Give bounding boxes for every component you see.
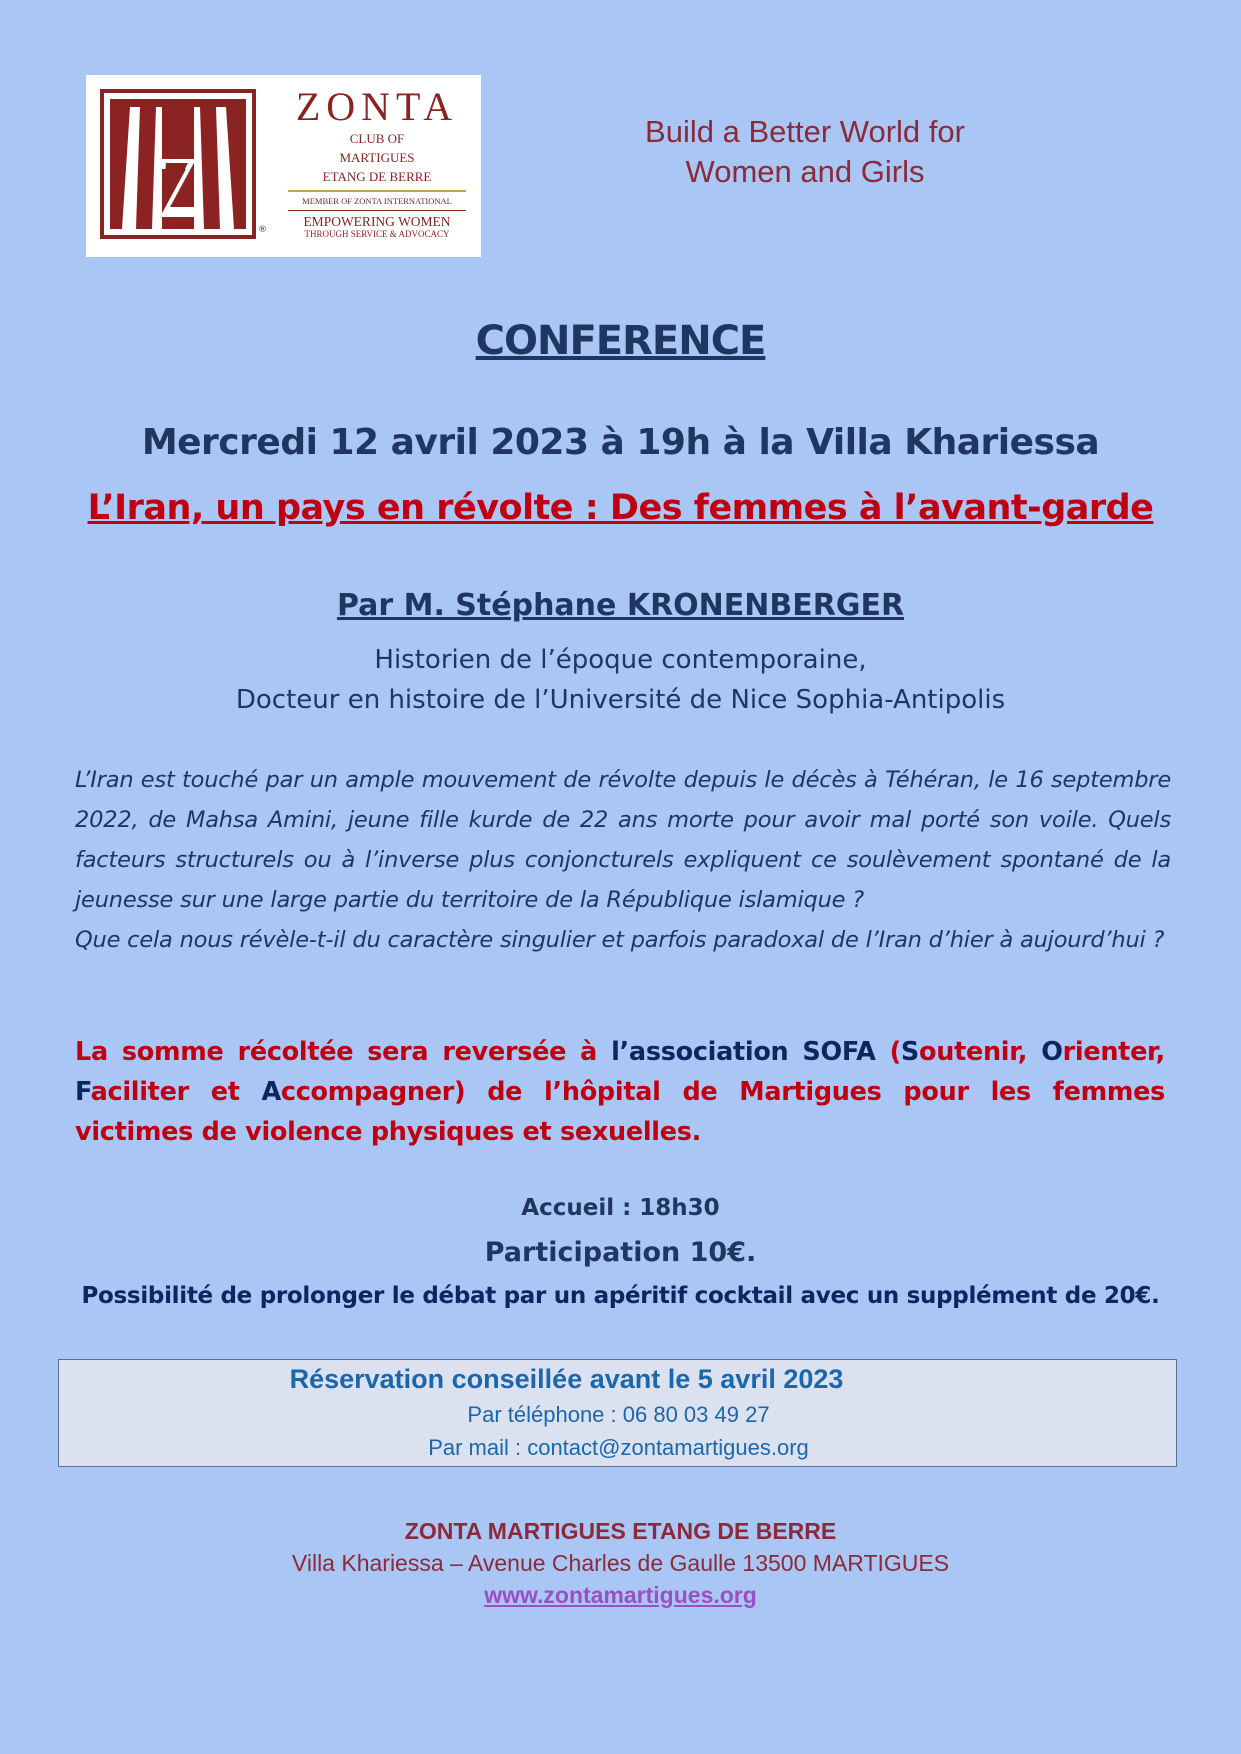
logo-name: ZONTA (295, 84, 459, 129)
logo-empowering: EMPOWERING WOMEN (303, 214, 451, 229)
footer-website-link[interactable]: www.zontamartigues.org (484, 1582, 757, 1608)
zonta-emblem-icon (100, 89, 256, 239)
donation-association: l’association SOFA (611, 1037, 876, 1067)
conference-heading: CONFERENCE (475, 318, 766, 364)
speaker-name: Par M. Stéphane KRONENBERGER (336, 588, 905, 623)
donation-accompagner: ccompagner) de l’hôpital de Martigues pour les femmes victimes de violence physiques et sexuelles. (75, 1077, 1165, 1147)
description (75, 760, 1171, 960)
donation-orienter: rienter, (1062, 1037, 1165, 1067)
acronym-s: S (900, 1037, 919, 1067)
logo-club-line1: CLUB OF (349, 131, 405, 146)
acronym-a: A (261, 1077, 281, 1107)
logo-member-line: MEMBER OF ZONTA INTERNATIONAL (302, 196, 452, 206)
zonta-logo (86, 75, 481, 257)
accueil-time: Accueil : 18h30 (521, 1195, 720, 1221)
motto-line2: Women and Girls (685, 154, 925, 189)
participation-price: Participation 10€. (484, 1237, 757, 1268)
logo-divider (288, 190, 466, 192)
donation-part1: La somme récoltée sera reversée à (75, 1037, 612, 1067)
description-paragraph1: L’Iran est touché par un ample mouvement de révolte depuis le décès à Téhéran, le 16 septembre 2022, de Mahsa Amini, jeune fille kurde de 22 ans morte pour avoir mal porté son voile. Quels facteurs structurels ou à l’inverse plus conjoncturels expliquent ce soulèvement spontané de la jeunesse sur une large partie du territoire de la République islamique ? (75, 767, 1171, 913)
acronym-f: F (75, 1077, 91, 1107)
footer-address: Villa Khariessa – Avenue Charles de Gaulle 13500 MARTIGUES (291, 1550, 950, 1576)
description-paragraph2: Que cela nous révèle-t-il du caractère singulier et parfois paradoxal de l’Iran d’hier à aujourd’hui ? (75, 927, 1165, 953)
reservation-title: Réservation conseillée avant le 5 avril 2023 (289, 1364, 844, 1394)
donation-faciliter: aciliter et (90, 1077, 262, 1107)
logo-through: THROUGH SERVICE & ADVOCACY (304, 229, 450, 239)
donation-notice (75, 1032, 1165, 1152)
logo-divider-thin (288, 210, 466, 211)
donation-paren: ( (875, 1037, 901, 1067)
reservation-box (58, 1359, 1177, 1467)
donation-text (75, 1032, 1165, 1152)
reservation-mail: Par mail : contact@zontamartigues.org (428, 1435, 809, 1460)
registered-mark: ® (258, 225, 267, 235)
event-title: L’Iran, un pays en révolte : Des femmes à l’avant-garde (87, 488, 1154, 528)
logo-club-line2: MARTIGUES (339, 150, 415, 165)
reservation-phone: Par téléphone : 06 80 03 49 27 (467, 1402, 770, 1427)
acronym-o: O (1041, 1037, 1063, 1067)
aperitif-note: Possibilité de prolonger le débat par un apéritif cocktail avec un supplément de 20€. (81, 1283, 1160, 1309)
speaker-role-line2: Docteur en histoire de l’Université de Nice Sophia-Antipolis (235, 685, 1006, 715)
event-date: Mercredi 12 avril 2023 à 19h à la Villa Khariessa (141, 422, 1100, 463)
motto-line1: Build a Better World for (645, 114, 965, 149)
donation-soutenir: outenir, (919, 1037, 1042, 1067)
logo-wordmark (282, 84, 472, 240)
motto (580, 112, 1030, 192)
footer-org-name: ZONTA MARTIGUES ETANG DE BERRE (404, 1518, 837, 1544)
speaker-role-line1: Historien de l’époque contemporaine, (374, 645, 867, 675)
logo-club-line3: ETANG DE BERRE (322, 169, 432, 184)
